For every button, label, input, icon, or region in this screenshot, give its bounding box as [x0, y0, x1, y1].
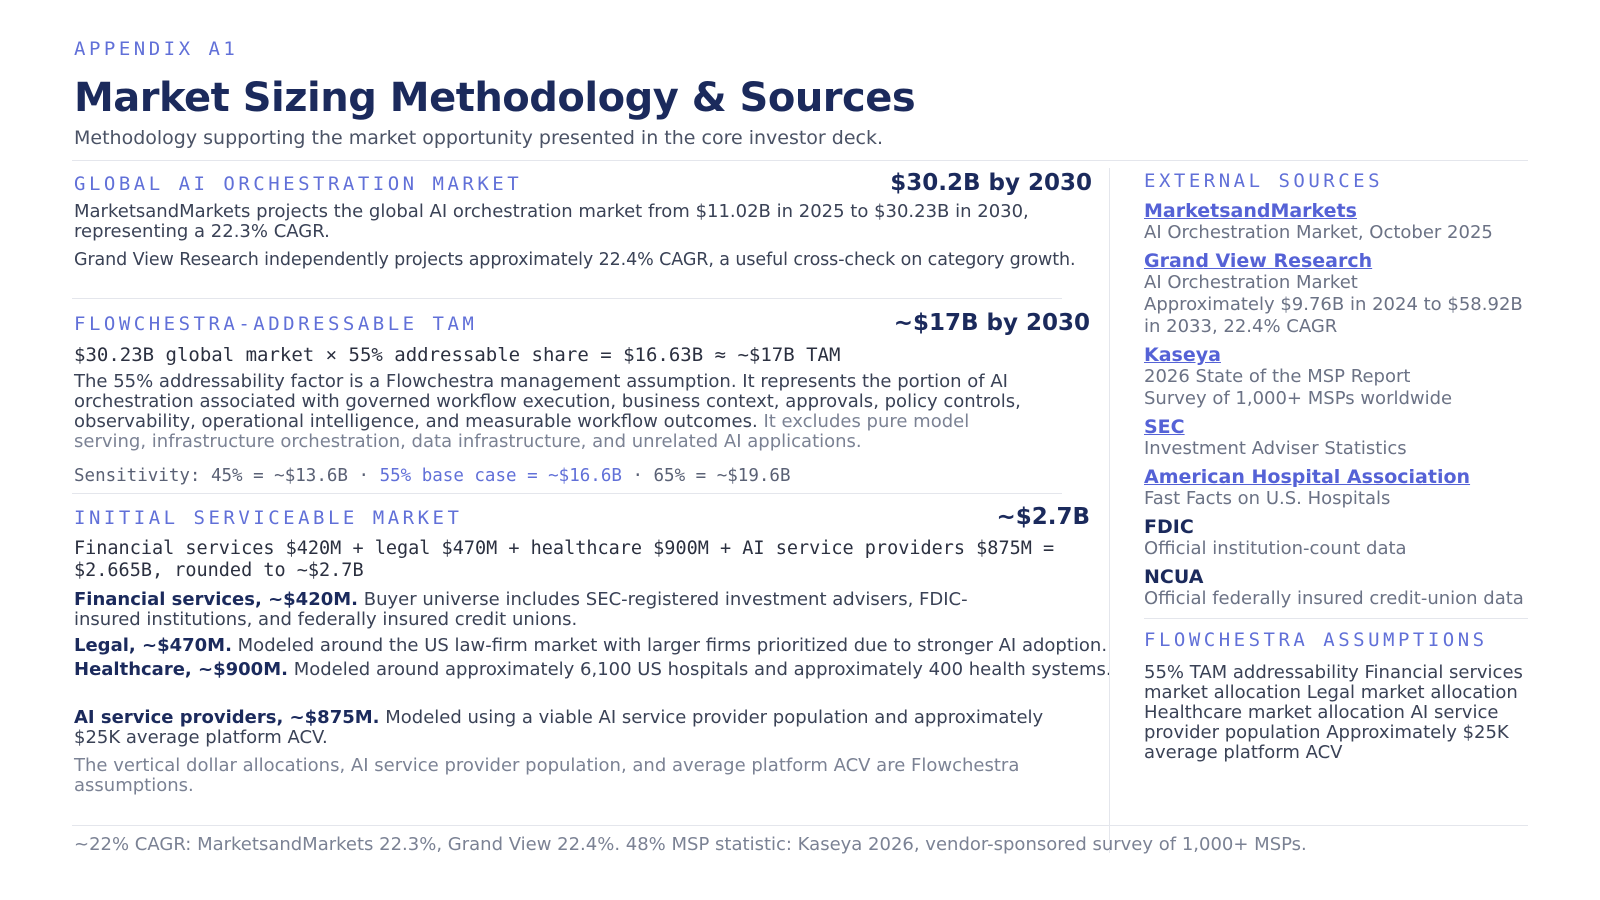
- footnote: ~22% CAGR: MarketsandMarkets 22.3%, Grand View 22.4%. 48% MSP statistic: Kaseya 2026, vendor-sponsored survey of 1,000+ MSPs.: [74, 834, 1307, 855]
- sources-divider: [1144, 618, 1528, 619]
- sources-column: [1144, 170, 1536, 763]
- financial-services-heading: Financial services, ~$420M.: [74, 589, 358, 610]
- page-subtitle: Methodology supporting the market opportunity presented in the core investor deck.: [74, 127, 884, 149]
- source-item: [1144, 200, 1536, 244]
- source-detail: AI Orchestration Market, October 2025: [1144, 222, 1493, 243]
- source-detail: AI Orchestration Market: [1144, 272, 1358, 293]
- sam-value: ~$2.7B: [996, 504, 1090, 530]
- source-item: [1144, 516, 1536, 560]
- legal-text: Modeled around the US law-firm market with larger firms prioritized due to stronger AI adoption.: [237, 635, 1108, 656]
- tam-section: [74, 310, 1090, 486]
- ai-service-providers-heading: AI service providers, ~$875M.: [74, 707, 380, 728]
- source-item: [1144, 466, 1536, 510]
- ai-service-providers-text: Modeled using a viable AI service provider population and approximately $25K average platform ACV.: [74, 707, 1044, 748]
- source-link[interactable]: MarketsandMarkets: [1144, 200, 1357, 222]
- source-item: [1144, 250, 1536, 338]
- source-detail: Investment Adviser Statistics: [1144, 438, 1407, 459]
- sources-list: [1144, 200, 1536, 610]
- sam-header: [74, 504, 1090, 530]
- tam-exclusions: It excludes pure model serving, infrastructure orchestration, data infrastructure, and unrelated AI applications.: [74, 411, 970, 452]
- healthcare-heading: Healthcare, ~$900M.: [74, 659, 288, 680]
- healthcare-text: Modeled around approximately 6,100 US hospitals and approximately 400 health systems.: [293, 659, 1112, 680]
- external-sources-label: EXTERNAL SOURCES: [1144, 170, 1384, 192]
- global-market-label: GLOBAL AI ORCHESTRATION MARKET: [74, 173, 523, 195]
- header-divider: [72, 160, 1528, 161]
- footer-divider: [72, 825, 1528, 826]
- global-market-header: [74, 170, 1114, 196]
- global-market-section: [74, 170, 1114, 270]
- sam-section: [74, 504, 1112, 796]
- source-link[interactable]: Grand View Research: [1144, 250, 1373, 272]
- sam-label: INITIAL SERVICEABLE MARKET: [74, 507, 463, 529]
- legal-heading: Legal, ~$470M.: [74, 635, 232, 656]
- source-detail: Official institution-count data: [1144, 538, 1407, 559]
- source-detail: Fast Facts on U.S. Hospitals: [1144, 488, 1391, 509]
- tam-explanation-main: The 55% addressability factor is a Flowchestra management assumption. It represents the portion of AI orchestration associated with governed workflow execution, business context, approvals, policy controls, observability, operational intelligence, and measurable workflow outcomes.: [74, 371, 1021, 432]
- page-title: Market Sizing Methodology & Sources: [74, 75, 916, 121]
- appendix-page: [74, 38, 1526, 796]
- sam-financial-services: [74, 590, 1034, 630]
- source-link[interactable]: American Hospital Association: [1144, 466, 1471, 488]
- sam-ai-service-providers: [74, 708, 1074, 748]
- source-link[interactable]: SEC: [1144, 416, 1185, 438]
- tam-sensitivity: [74, 466, 1074, 486]
- tam-label: FLOWCHESTRA-ADDRESSABLE TAM: [74, 313, 478, 335]
- sam-healthcare: [74, 659, 1112, 680]
- tam-explanation: [74, 372, 1034, 452]
- global-market-text: MarketsandMarkets projects the global AI orchestration market from $11.02B in 2025 to $30.23B in 2030, representing a 22.3% CAGR.: [74, 201, 1029, 242]
- source-detail: Official federally insured credit-union data: [1144, 588, 1524, 609]
- sensitivity-high: · 65% = ~$19.6B: [632, 466, 791, 486]
- global-market-value: $30.2B by 2030: [890, 170, 1092, 196]
- sam-legal: [74, 635, 1108, 656]
- sensitivity-base-case: 55% base case = ~$16.6B: [379, 466, 622, 486]
- source-link[interactable]: Kaseya: [1144, 344, 1221, 366]
- tam-formula: $30.23B global market × 55% addressable share = $16.63B ≈ ~$17B TAM: [74, 344, 841, 366]
- source-item: [1144, 416, 1536, 460]
- column-divider: [1109, 168, 1110, 853]
- sam-assumption-note: The vertical dollar allocations, AI service provider population, and average platform ACV are Flowchestra assumptions.: [74, 755, 1020, 796]
- appendix-eyebrow: APPENDIX A1: [74, 38, 239, 60]
- source-detail: Survey of 1,000+ MSPs worldwide: [1144, 388, 1453, 409]
- section-divider: [72, 493, 1062, 494]
- assumptions-text: 55% TAM addressability Financial services market allocation Legal market allocation Healthcare market allocation AI service provider population Approximately $25K average platform ACV: [1144, 662, 1523, 763]
- section-divider: [72, 298, 1062, 299]
- tam-value: ~$17B by 2030: [893, 310, 1090, 336]
- financial-services-text: Buyer universe includes SEC-registered investment advisers, FDIC-insured institutions, and federally insured credit unions.: [74, 589, 968, 630]
- sensitivity-low: Sensitivity: 45% = ~$13.6B ·: [74, 466, 370, 486]
- source-detail: 2026 State of the MSP Report: [1144, 366, 1411, 387]
- assumptions-label: FLOWCHESTRA ASSUMPTIONS: [1144, 629, 1488, 651]
- source-name: NCUA: [1144, 566, 1204, 588]
- source-item: [1144, 566, 1536, 610]
- source-name: FDIC: [1144, 516, 1194, 538]
- global-market-crosscheck: Grand View Research independently projects approximately 22.4% CAGR, a useful cross-check on category growth.: [74, 250, 1076, 270]
- source-detail: Approximately $9.76B in 2024 to $58.92B in 2033, 22.4% CAGR: [1144, 294, 1523, 337]
- tam-header: [74, 310, 1090, 336]
- sam-formula: Financial services $420M + legal $470M + healthcare $900M + AI service providers $875M = $2.665B, rounded to ~$2.7B: [74, 538, 1055, 581]
- source-item: [1144, 344, 1536, 410]
